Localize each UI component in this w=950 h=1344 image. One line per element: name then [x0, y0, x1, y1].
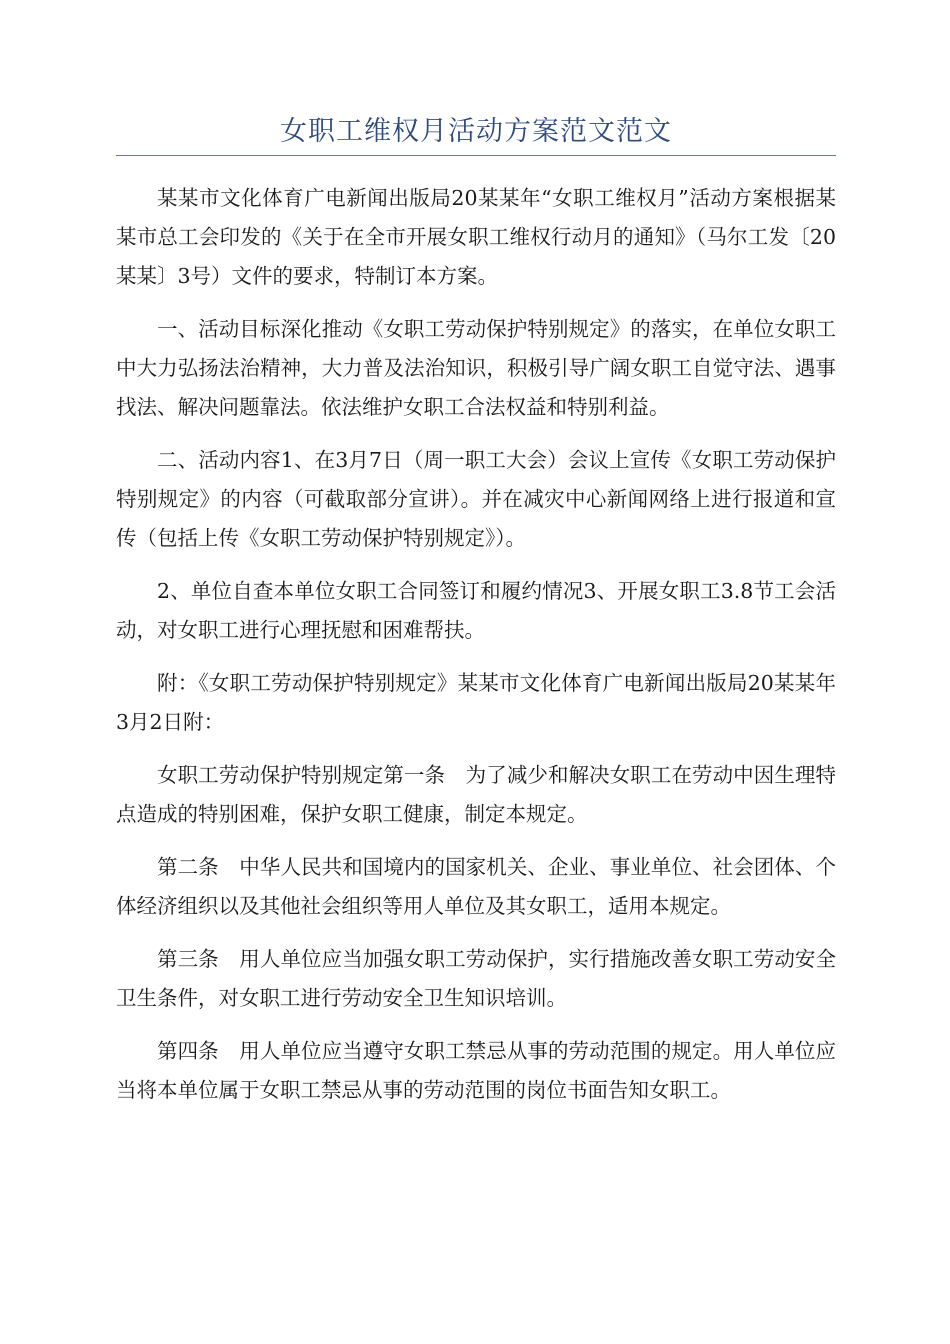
- paragraph-goals: 一、活动目标深化推动《女职工劳动保护特别规定》的落实，在单位女职工中大力弘扬法治精神，大力普及法治知识，积极引导广阔女职工自觉守法、遇事找法、解决问题靠法。依法维护女职工合法权益和特别利益。: [116, 317, 836, 419]
- paragraph-article-3: 第三条 用人单位应当加强女职工劳动保护，实行措施改善女职工劳动安全卫生条件，对女职工进行劳动安全卫生知识培训。: [116, 947, 836, 1010]
- document-title: 女职工维权月活动方案范文范文: [280, 116, 672, 147]
- paragraph-intro: 某某市文化体育广电新闻出版局20某某年“女职工维权月”活动方案根据某某市总工会印发的《关于在全市开展女职工维权行动月的通知》（马尔工发〔20某某〕3号）文件的要求，特制订本方案。: [116, 186, 836, 288]
- paragraph-article-1: 女职工劳动保护特别规定第一条 为了减少和解决女职工在劳动中因生理特点造成的特别困难，保护女职工健康，制定本规定。: [116, 763, 836, 826]
- paragraph-article-4: 第四条 用人单位应当遵守女职工禁忌从事的劳动范围的规定。用人单位应当将本单位属于女职工禁忌从事的劳动范围的岗位书面告知女职工。: [116, 1039, 836, 1102]
- document-page: [116, 112, 836, 1124]
- paragraph-self-check: 2、单位自查本单位女职工合同签订和履约情况3、开展女职工3.8节工会活动，对女职工进行心理抚慰和困难帮扶。: [116, 579, 836, 642]
- paragraph-content: 二、活动内容1、在3月7日（周一职工大会）会议上宣传《女职工劳动保护特别规定》的内容（可截取部分宣讲）。并在减灾中心新闻网络上进行报道和宣传（包括上传《女职工劳动保护特别规定》）。: [116, 448, 836, 550]
- paragraph-appendix: 附：《女职工劳动保护特别规定》某某市文化体育广电新闻出版局20某某年3月2日附：: [116, 671, 836, 734]
- title-underline: [116, 155, 836, 156]
- paragraph-article-2: 第二条 中华人民共和国境内的国家机关、企业、事业单位、社会团体、个体经济组织以及其他社会组织等用人单位及其女职工，适用本规定。: [116, 855, 836, 918]
